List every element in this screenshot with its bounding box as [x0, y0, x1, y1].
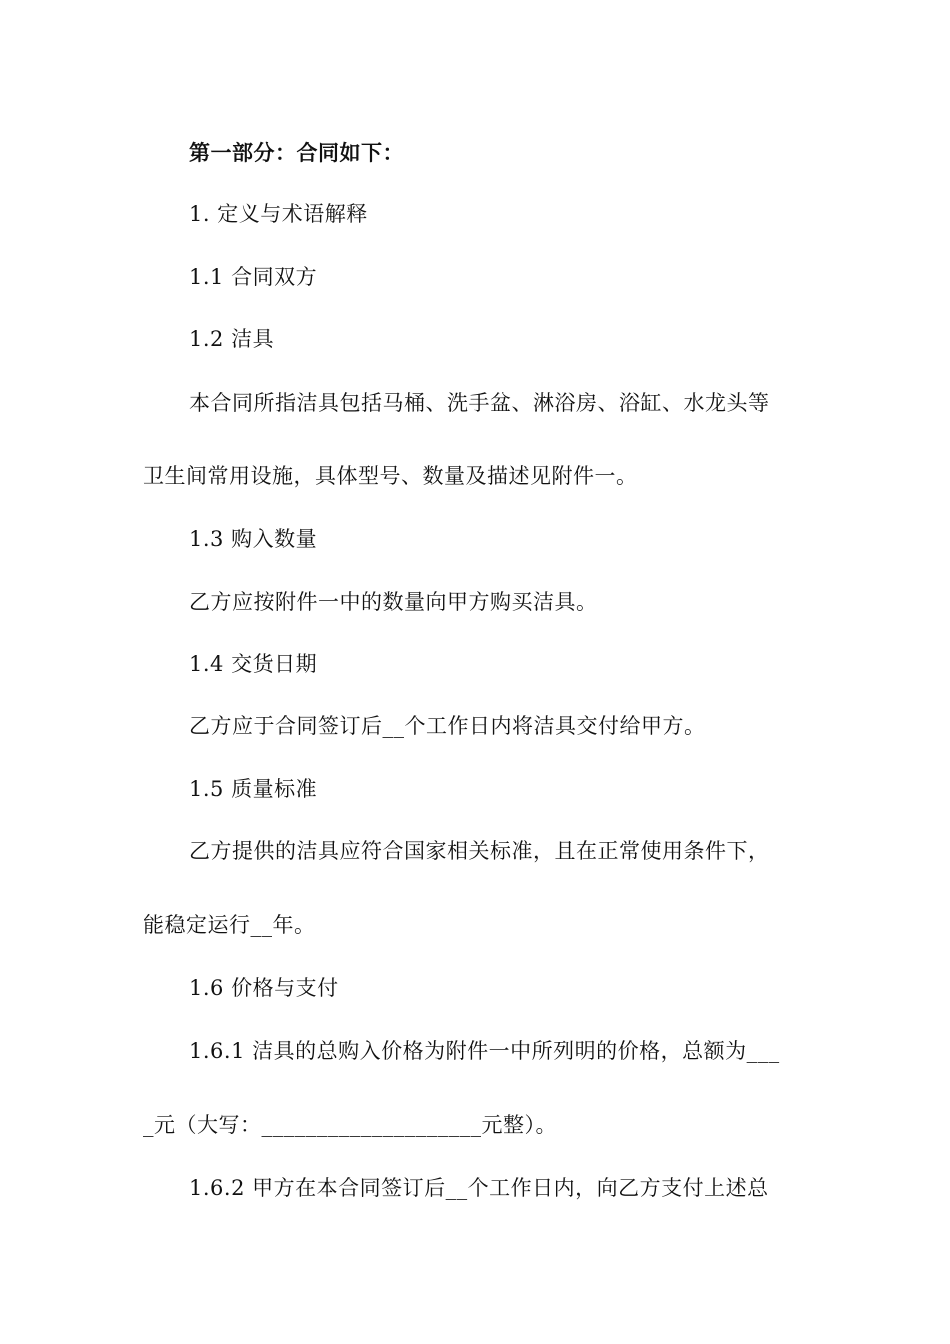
clause-1-6-heading: 1.6 价格与支付 — [189, 976, 339, 1000]
section-heading: 第一部分：合同如下： — [189, 140, 404, 165]
clause-1-1-heading: 1.1 合同双方 — [189, 265, 318, 289]
clause-1-4-text: 乙方应于合同签订后__个工作日内将洁具交付给甲方。 — [189, 714, 706, 738]
clause-1-3-text: 乙方应按附件一中的数量向甲方购买洁具。 — [189, 590, 598, 614]
clause-1-2-heading: 1.2 洁具 — [189, 327, 275, 351]
clause-1-2-text-line-2: 卫生间常用设施，具体型号、数量及描述见附件一。 — [143, 464, 638, 488]
clause-1-4-heading: 1.4 交货日期 — [189, 652, 318, 676]
clause-1-6-1-text-line-2: _元（大写：____________________元整）。 — [143, 1113, 557, 1137]
clause-1-6-1-text-line-1: 1.6.1 洁具的总购入价格为附件一中所列明的价格，总额为___ — [189, 1039, 780, 1063]
clause-1-5-text-line-1: 乙方提供的洁具应符合国家相关标准，且在正常使用条件下， — [189, 839, 770, 863]
clause-1-5-text-line-2: 能稳定运行__年。 — [143, 913, 316, 937]
clause-1-6-2-text-line-1: 1.6.2 甲方在本合同签订后__个工作日内，向乙方支付上述总 — [189, 1176, 769, 1200]
clause-1-3-heading: 1.3 购入数量 — [189, 527, 318, 551]
clause-1-5-heading: 1.5 质量标准 — [189, 777, 318, 801]
clause-1-heading: 1. 定义与术语解释 — [189, 202, 368, 226]
clause-1-2-text-line-1: 本合同所指洁具包括马桶、洗手盆、淋浴房、浴缸、水龙头等 — [189, 391, 770, 415]
